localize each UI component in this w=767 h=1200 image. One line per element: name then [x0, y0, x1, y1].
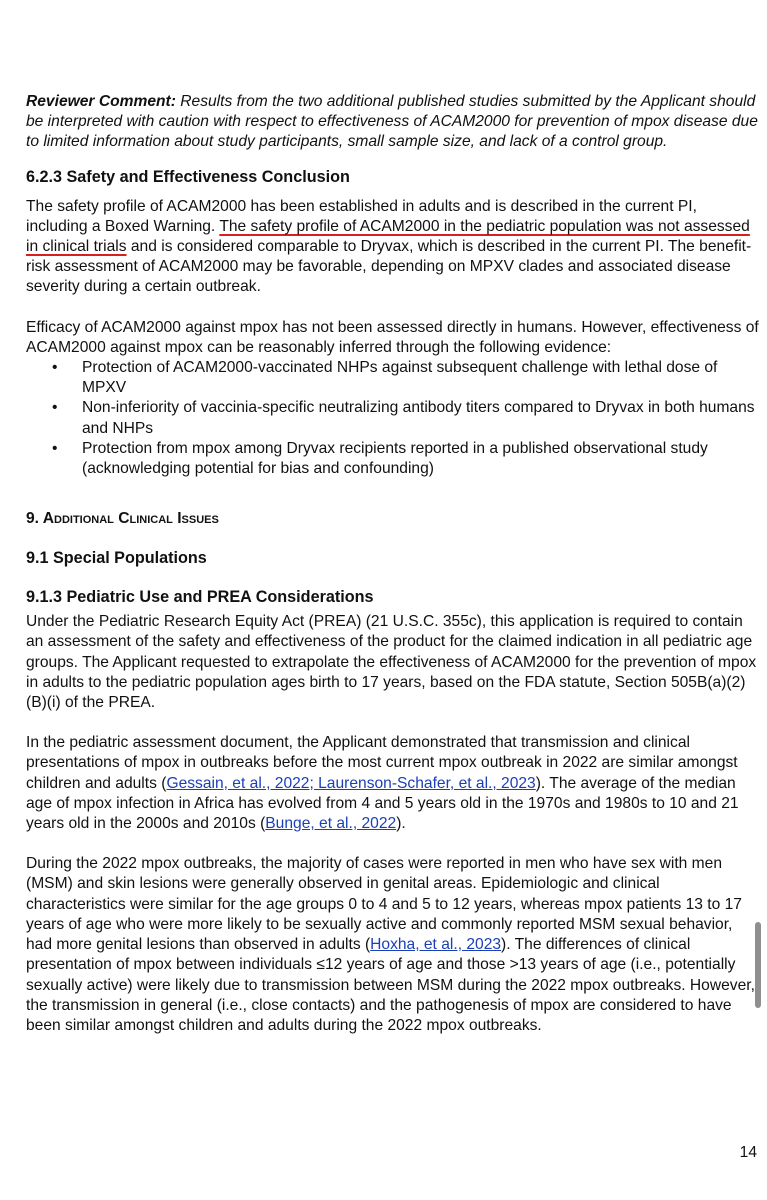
- outbreak-text-a: During the 2022 mpox outbreaks, the majority of cases were reported in men who have sex with men (MSM) and skin lesions were generally observed in genital areas. Epidemiologic and clinical characteristics were similar for the age groups 0 to 4 and 5 to 12 years, whereas mpox patients 13 to 17 years of age who were more likely to be sexually active and commonly reported MSM sexual behavior, had more genital lesions than observed in adults (: [26, 855, 742, 954]
- pediatric-assessment-paragraph: [26, 733, 760, 834]
- citation-link-hoxha[interactable]: Hoxha, et al., 2023: [370, 936, 502, 954]
- list-item: [26, 398, 760, 438]
- safety-text-b: and is considered comparable to Dryvax, which is described in the current PI. The benefit-risk assessment of ACAM2000 may be favorable, depending on MPXV clades and associated disease severity during a certain outbreak.: [26, 238, 752, 296]
- scrollbar-thumb[interactable]: [755, 922, 761, 1008]
- reviewer-comment-label: Reviewer Comment:: [26, 93, 176, 110]
- reviewer-comment: [26, 92, 760, 153]
- assessment-text-a: In the pediatric assessment document, the Applicant demonstrated that transmission and clinical presentations of mpox in outbreaks before the most current mpox outbreak in 2022 are similar amongst children and adults (: [26, 734, 738, 792]
- list-item-text: Protection from mpox among Dryvax recipients reported in a published observational study (acknowledging potential for bias and confounding): [82, 439, 708, 478]
- heading-9: 9. Additional Clinical Issues: [26, 510, 219, 528]
- list-item: [26, 358, 760, 398]
- list-item-text: Protection of ACAM2000-vaccinated NHPs against subsequent challenge with lethal dose of MPXV: [82, 359, 718, 397]
- safety-conclusion-paragraph: [26, 197, 760, 298]
- bullet-icon: •: [52, 399, 58, 417]
- heading-9-1-3: 9.1.3 Pediatric Use and PREA Considerations: [26, 588, 374, 607]
- outbreak-paragraph: [26, 854, 760, 1036]
- document-body: [26, 92, 760, 1036]
- heading-9-1: 9.1 Special Populations: [26, 549, 207, 568]
- safety-text-a: The safety profile of ACAM2000 has been established in adults and is described in the current PI, including a Boxed Warning.: [26, 197, 697, 235]
- assessment-text-c: ).: [396, 815, 406, 833]
- assessment-text-b: ). The average of the median age of mpox infection in Africa has evolved from 4 and 5 years old in the 1970s and 1980s to 10 and 21 years old in the 2000s and 2010s (: [26, 774, 739, 833]
- prea-paragraph: Under the Pediatric Research Equity Act (PREA) (21 U.S.C. 355c), this application is required to contain an assessment of the safety and effectiveness of the product for the claimed indication in all pediatric age groups. The Applicant requested to extrapolate the effectiveness of ACAM2000 for the prevention of mpox in adults to the pediatric population ages birth to 17 years, based on the FDA statute, Section 505B(a)(2)(B)(i) of the PREA.: [26, 613, 757, 712]
- bullet-icon: •: [52, 359, 58, 377]
- list-item-text: Non-inferiority of vaccinia-specific neutralizing antibody titers compared to Dryvax in both humans and NHPs: [82, 399, 755, 437]
- outbreak-text-b: ). The differences of clinical presentation of mpox between individuals ≤12 years of age and those >13 years of age (i.e., potentially sexually active) were likely due to transmission between MSM during the 2022 mpox outbreaks. However, the transmission in general (i.e., close contacts) and the pathogenesis of mpox are considered to have been similar amongst children and adults during the 2022 mpox outbreaks.: [26, 936, 755, 1034]
- list-item: [26, 439, 760, 479]
- reviewer-comment-text: Results from the two additional published studies submitted by the Applicant should be interpreted with caution with respect to effectiveness of ACAM2000 for prevention of mpox disease due to limited information about study participants, small sample size, and lack of a control group.: [26, 93, 758, 151]
- bullet-icon: •: [52, 439, 58, 457]
- heading-6-2-3: 6.2.3 Safety and Effectiveness Conclusion: [26, 167, 350, 186]
- page-number: 14: [739, 1144, 757, 1161]
- efficacy-paragraph: Efficacy of ACAM2000 against mpox has not been assessed directly in humans. However, effectiveness of ACAM2000 against mpox can be reasonably inferred through the following evidence:: [26, 318, 759, 356]
- citation-link-gessain[interactable]: Gessain, et al., 2022; Laurenson-Schafer, et al., 2023: [166, 774, 536, 792]
- citation-link-bunge[interactable]: Bunge, et al., 2022: [265, 815, 397, 833]
- evidence-list: [26, 358, 760, 479]
- red-underlined-text: The safety profile of ACAM2000 in the pediatric population was not assessed in clinical trials: [26, 217, 750, 256]
